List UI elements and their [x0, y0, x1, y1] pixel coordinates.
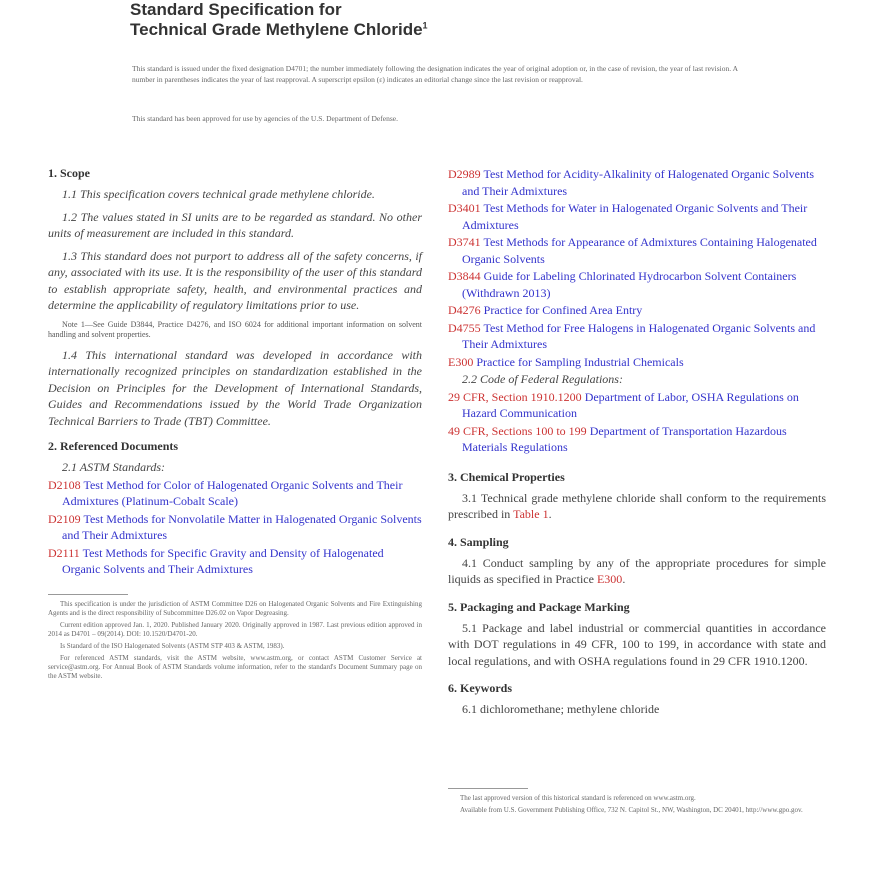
section-6-heading: 6. Keywords [448, 681, 512, 695]
reference-code[interactable]: E300 [448, 354, 474, 369]
reference-title[interactable]: Test Methods for Specific Gravity and Density of Halogenated Organic Solvents and Their Admixtures [62, 545, 384, 576]
reference-item[interactable] [448, 234, 826, 267]
para-5-1: 5.1 Package and label industrial or commercial quantities in accordance with DOT regulations in 49 CFR, 100 to 199, in accordance with state and local regulations, and with OSHA regulations found in 29 CFR 1910.1200. [448, 620, 826, 668]
para-1-4: 1.4 This international standard was developed in accordance with internationally recognized principles on standardization established in the Decision on Principles for the Development of International Standards, Guides and Recommendations issued by the World Trade Organization Technical Barriers to Trade (TBT) Committee. [48, 347, 422, 428]
reference-item[interactable] [48, 545, 422, 578]
para-3-1-end: . [548, 507, 552, 521]
issuance-note: This standard is issued under the fixed designation D4701; the number immediately following the designation indicates the year of original adoption or, in the case of revision, the year of last revision. A number in parentheses indicates the year of last reapproval. A superscript epsilon (ε) indicates an editorial change since the last revision or reapproval. [132, 64, 738, 84]
cfr-code[interactable]: 49 CFR, Sections 100 to 199 [448, 423, 587, 438]
para-2-2: 2.2 Code of Federal Regulations: [462, 372, 623, 386]
table-1-link[interactable]: Table 1 [513, 507, 549, 521]
cfr-title[interactable]: Department of Transportation Hazardous Materials Regulations [462, 423, 787, 454]
e300-link[interactable]: E300 [596, 572, 623, 586]
title-footnote-marker: 1 [422, 20, 428, 31]
reference-code[interactable]: D4276 [448, 303, 481, 317]
reference-title[interactable]: Test Methods for Appearance of Admixtures Containing Halogenated Organic Solvents [462, 235, 817, 266]
footnote-3: Is Standard of the ISO Halogenated Solvents (ASTM STP 403 & ASTM, 1983). [60, 641, 285, 650]
footnote-divider [48, 594, 128, 595]
section-2-heading: 2. Referenced Documents [48, 439, 179, 453]
para-4-1 [448, 555, 826, 588]
reference-item[interactable] [448, 354, 826, 371]
section-5-heading: 5. Packaging and Package Marking [448, 599, 630, 614]
section-4-heading: 4. Sampling [448, 534, 509, 549]
right-footnotes [448, 788, 826, 818]
para-1-2: 1.2 The values stated in SI units are to be regarded as standard. No other units of measurement are included in this standard. [48, 209, 422, 240]
para-3-1-text: 3.1 Technical grade methylene chloride shall conform to the requirements prescribed in [448, 490, 826, 521]
reference-item[interactable] [448, 320, 826, 353]
footnote-2: Current edition approved Jan. 1, 2020. Published January 2020. Originally approved in 1987. Last previous edition approved in 2014 as D4701 – 09(2014). DOI: 10.1520/D4701-20. [48, 620, 422, 638]
cfr-item[interactable] [448, 423, 826, 456]
reference-item[interactable] [448, 302, 826, 319]
reference-item[interactable] [48, 477, 422, 510]
para-6-1: 6.1 dichloromethane; methylene chloride [462, 702, 660, 716]
reference-title[interactable]: Test Method for Color of Halogenated Organic Solvents and Their Admixtures (Platinum-Cobalt Scale) [62, 477, 403, 508]
reference-title[interactable]: Test Method for Free Halogens in Halogenated Organic Solvents and Their Admixtures [462, 320, 816, 351]
footnote-6: Available from U.S. Government Publishing Office, 732 N. Capitol St., NW, Washington, DC 20401, http://www.gpo.gov. [460, 806, 803, 814]
left-column [48, 166, 422, 684]
reference-title[interactable]: Test Method for Acidity-Alkalinity of Halogenated Organic Solvents and Their Admixtures [462, 167, 815, 198]
reference-title[interactable]: Guide for Labeling Chlorinated Hydrocarbon Solvent Containers (Withdrawn 2013) [462, 269, 797, 300]
para-4-1-end: . [622, 572, 626, 586]
title-text: Technical Grade Methylene Chloride [130, 20, 423, 39]
footnote-5: The last approved version of this historical standard is referenced on www.astm.org. [460, 794, 696, 802]
reference-title[interactable]: Test Methods for Water in Halogenated Organic Solvents and Their Admixtures [462, 201, 808, 232]
note-1: Note 1—See Guide D3844, Practice D4276, and ISO 6024 for additional important information on solvent handling and solvent properties. [48, 319, 422, 339]
cfr-item[interactable] [448, 389, 826, 422]
reference-title[interactable]: Practice for Sampling Industrial Chemicals [476, 354, 684, 369]
reference-code[interactable]: D2108 [48, 477, 81, 492]
footnote-1: This specification is under the jurisdiction of ASTM Committee D26 on Halogenated Organic Solvents and Fire Extinguishing Agents and is the direct responsibility of Subcommittee D26.02 on Vapor Degreasing. [48, 599, 422, 617]
para-1-3: 1.3 This standard does not purport to address all of the safety concerns, if any, associated with its use. It is the responsibility of the user of this standard to establish appropriate safety, health, and environmental practices and determine the applicability of regulatory limitations prior to use. [48, 248, 422, 312]
title-line-1: Standard Specification for [130, 0, 342, 19]
cfr-title[interactable]: Department of Labor, OSHA Regulations on Hazard Communication [462, 389, 799, 420]
para-4-1-text: 4.1 Conduct sampling by any of the appropriate procedures for simple liquids as specified in Practice [448, 555, 826, 586]
reference-item[interactable] [448, 166, 826, 199]
footnote-divider [448, 788, 528, 789]
para-2-1: 2.1 ASTM Standards: [62, 460, 166, 474]
right-column [448, 166, 826, 724]
reference-code[interactable]: D3844 [448, 269, 481, 283]
reference-code[interactable]: D3741 [448, 235, 481, 249]
reference-code[interactable]: D3401 [448, 201, 481, 215]
reference-title[interactable]: Test Methods for Nonvolatile Matter in Halogenated Organic Solvents and Their Admixtures [62, 511, 422, 542]
footnote-4: For referenced ASTM standards, visit the ASTM website, www.astm.org, or contact ASTM Customer Service at service@astm.org. For Annual Book of ASTM Standards volume information, refer to the standard's Document Summary page on the ASTM website. [48, 653, 422, 680]
reference-item[interactable] [448, 200, 826, 233]
reference-item[interactable] [448, 268, 826, 301]
reference-title[interactable]: Practice for Confined Area Entry [483, 303, 643, 317]
reference-code[interactable]: D2111 [48, 545, 80, 560]
reference-code[interactable]: D2989 [448, 167, 481, 181]
section-1-heading: 1. Scope [48, 166, 90, 180]
title-line-2 [130, 20, 428, 40]
reference-code[interactable]: D4755 [448, 320, 481, 335]
reference-code[interactable]: D2109 [48, 511, 81, 526]
section-3-heading: 3. Chemical Properties [448, 469, 565, 484]
para-3-1 [448, 490, 826, 523]
cfr-code[interactable]: 29 CFR, Section 1910.1200 [448, 389, 582, 404]
approval-note: This standard has been approved for use by agencies of the U.S. Department of Defense. [132, 114, 398, 123]
para-1-1: 1.1 This specification covers technical grade methylene chloride. [62, 187, 375, 201]
reference-item[interactable] [48, 511, 422, 544]
